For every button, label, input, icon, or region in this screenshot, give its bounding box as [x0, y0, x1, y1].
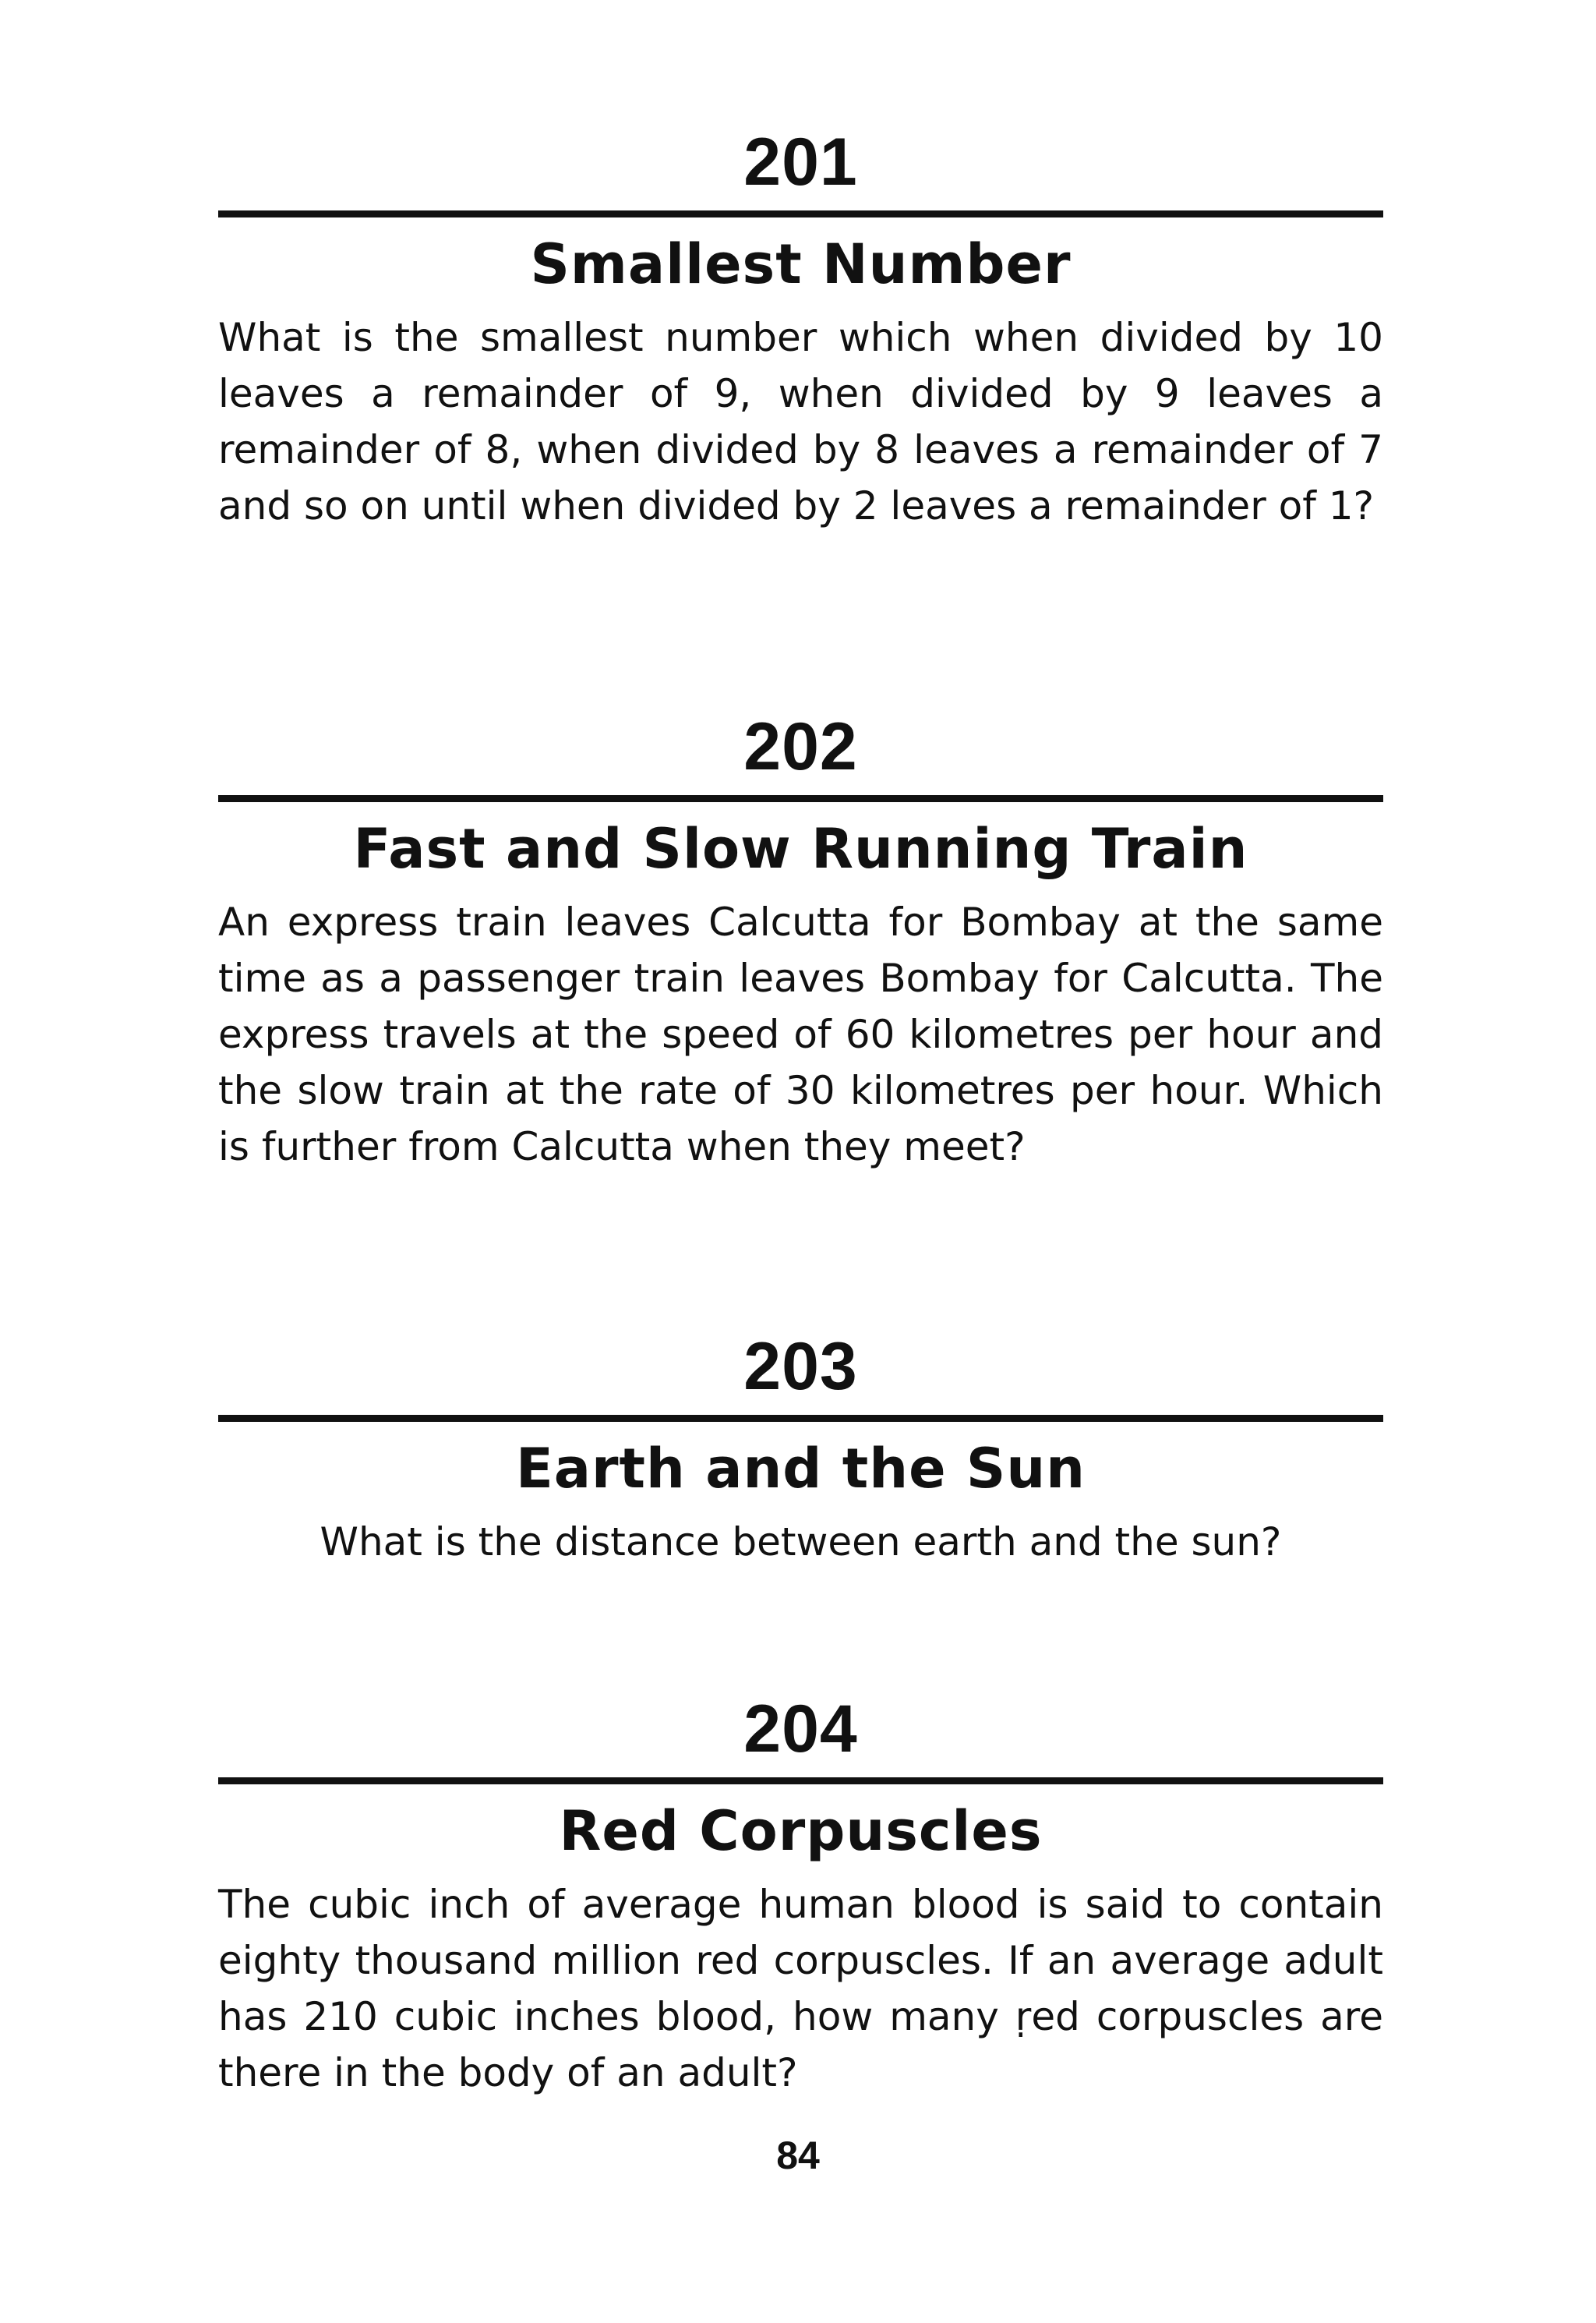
page-number: 84 [776, 2134, 820, 2177]
puzzle-number: 201 [743, 125, 858, 200]
puzzle-text: The cubic inch of average human blood is said to contain eighty thousand million red corpuscles. If an average adult has 210 cubic inches blood, how many ṛed corpuscles are there in the body of an adult? [218, 1882, 1383, 2095]
puzzle-number: 203 [743, 1329, 858, 1404]
puzzle-text: What is the distance between earth and the sun? [320, 1519, 1282, 1565]
puzzle-203 [218, 1329, 1383, 1570]
puzzle-204 [218, 1692, 1383, 2101]
puzzle-title: Fast and Slow Running Train [353, 817, 1248, 881]
divider-rule [218, 1415, 1383, 1422]
puzzle-202 [218, 709, 1383, 1175]
puzzle-title: Smallest Number [530, 232, 1072, 296]
puzzle-number: 204 [743, 1692, 858, 1766]
divider-rule [218, 795, 1383, 802]
puzzle-201 [218, 125, 1383, 534]
puzzle-title: Red Corpuscles [559, 1799, 1043, 1863]
puzzle-title: Earth and the Sun [515, 1437, 1086, 1501]
puzzle-number: 202 [743, 709, 858, 784]
puzzle-text: An express train leaves Calcutta for Bombay at the same time as a passenger train leaves Bombay for Calcutta. The express travels at the speed of 60 kilometres per hour and the slow train at the rate of 30 kilometres per hour. Which is further from Calcutta when they meet? [218, 900, 1383, 1169]
divider-rule [218, 210, 1383, 217]
divider-rule [218, 1777, 1383, 1784]
puzzle-text: What is the smallest number which when divided by 10 leaves a remainder of 9, when divided by 9 leaves a remainder of 8, when divided by 8 leaves a remainder of 7 and so on until when divided by 2 leaves a remainder of 1? [218, 315, 1383, 529]
